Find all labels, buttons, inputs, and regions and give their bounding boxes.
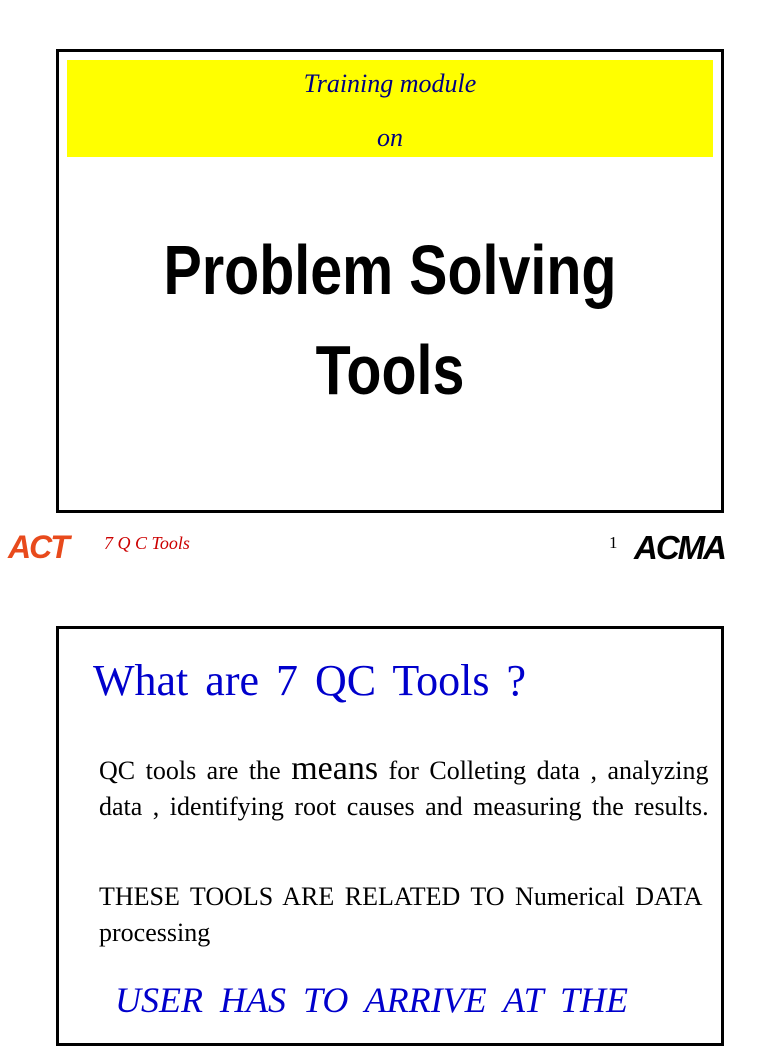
slide-title (119, 220, 662, 420)
conclusion-text: USER HAS TO ARRIVE AT THE (115, 980, 629, 1020)
data-processing-paragraph: THESE TOOLS ARE RELATED TO Numerical DATA processing (99, 882, 702, 947)
para1-text-after: for Colleting data , analyzing data , identifying root causes and measuring the results. (99, 756, 709, 821)
page-number: 1 (609, 533, 618, 552)
title-slide (56, 49, 724, 513)
means-emphasis: means (291, 750, 379, 787)
banner-line-2: on (377, 123, 403, 152)
description-paragraph (99, 751, 714, 825)
slide-title-line-1: Problem Solving (163, 231, 617, 309)
slide-title-line-2: Tools (315, 331, 465, 409)
act-logo: ACT (8, 529, 68, 565)
acma-logo: ACMA (634, 529, 725, 566)
slide-footer (0, 525, 768, 575)
para1-text-before: QC tools are the (99, 756, 292, 785)
training-banner (67, 60, 713, 157)
content-slide (56, 626, 724, 1046)
slide2-title: What are 7 QC Tools ? (93, 656, 527, 705)
banner-line-1: Training module (303, 69, 477, 98)
footer-label: 7 Q C Tools (104, 533, 190, 553)
